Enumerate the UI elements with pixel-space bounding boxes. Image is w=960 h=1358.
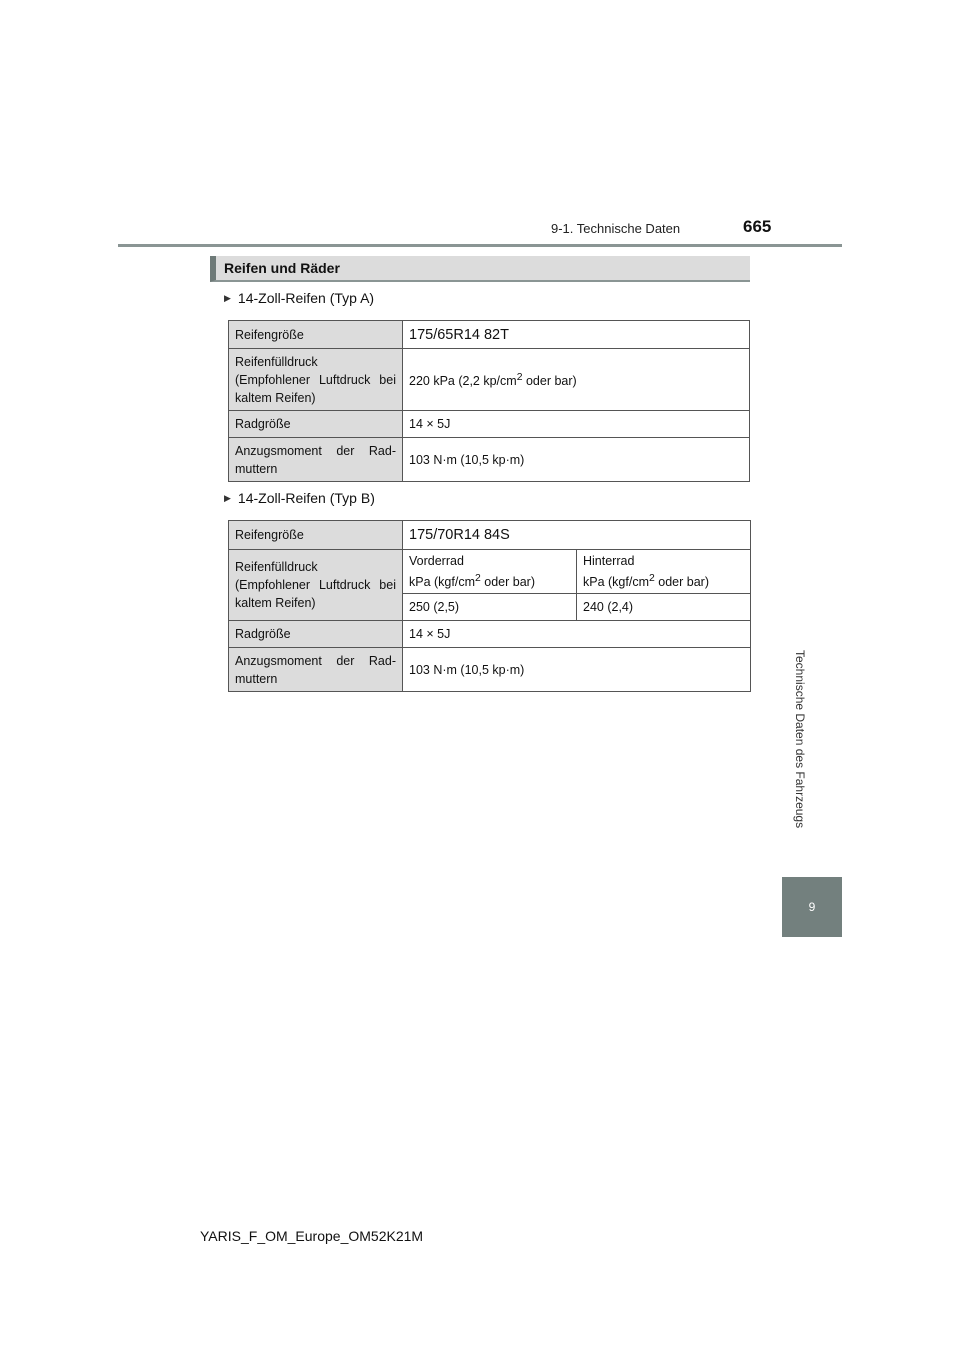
- wheel-size-value: 14 × 5J: [403, 621, 751, 648]
- rear-pressure-value: 240 (2,4): [577, 594, 751, 621]
- table-row: [229, 438, 750, 482]
- table-row: [229, 321, 750, 349]
- torque-label: Anzugsmoment der Rad-muttern: [229, 438, 403, 482]
- table-row: [229, 550, 751, 594]
- pressure-label: Reifenfülldruck (Empfohlener Luftdruck bei kaltem Reifen): [229, 349, 403, 411]
- type-b-heading-text: 14-Zoll-Reifen (Typ B): [237, 490, 375, 506]
- tire-size-label: Reifengröße: [229, 321, 403, 349]
- triangle-bullet-icon: ▶: [224, 293, 231, 303]
- tire-size-value: 175/65R14 82T: [403, 321, 750, 349]
- table-row: [229, 521, 751, 550]
- table-row: [229, 411, 750, 438]
- type-a-heading: [224, 290, 374, 306]
- side-tab-label: Technische Daten des Fahrzeugs: [793, 650, 807, 829]
- header-divider: [118, 244, 842, 247]
- torque-value: 103 N·m (10,5 kp·m): [403, 648, 751, 692]
- front-pressure-value: 250 (2,5): [403, 594, 577, 621]
- type-a-heading-text: 14-Zoll-Reifen (Typ A): [237, 290, 375, 306]
- wheel-size-label: Radgröße: [229, 621, 403, 648]
- pressure-label: Reifenfülldruck (Empfohlener Luftdruck bei kaltem Reifen): [229, 550, 403, 621]
- document-footer: YARIS_F_OM_Europe_OM52K21M: [200, 1228, 424, 1244]
- tire-size-label: Reifengröße: [229, 521, 403, 550]
- wheel-size-label: Radgröße: [229, 411, 403, 438]
- triangle-bullet-icon: ▶: [224, 493, 231, 503]
- type-b-heading: [224, 490, 375, 506]
- tire-size-value: 175/70R14 84S: [403, 521, 751, 550]
- type-a-table: [228, 320, 750, 482]
- torque-value: 103 N·m (10,5 kp·m): [403, 438, 750, 482]
- table-row: [229, 621, 751, 648]
- pressure-value: 220 kPa (2,2 $kp/cm^2$ oder bar): [403, 349, 750, 411]
- section-title: Reifen und Räder: [210, 256, 750, 282]
- torque-label: Anzugsmoment der Rad-muttern: [229, 648, 403, 692]
- type-b-table: [228, 520, 751, 692]
- front-wheel-header: Vorderrad kPa ($kgf/cm^2$ oder bar): [403, 550, 577, 594]
- table-row: [229, 648, 751, 692]
- rear-wheel-header: Hinterrad kPa ($kgf/cm^2$ oder bar): [577, 550, 751, 594]
- chapter-number: 9: [808, 900, 816, 914]
- table-row: [229, 349, 750, 411]
- page-number: 665: [743, 217, 772, 236]
- chapter-tab[interactable]: [782, 877, 842, 937]
- header-section-title: 9-1. Technische Daten: [551, 221, 681, 236]
- wheel-size-value: 14 × 5J: [403, 411, 750, 438]
